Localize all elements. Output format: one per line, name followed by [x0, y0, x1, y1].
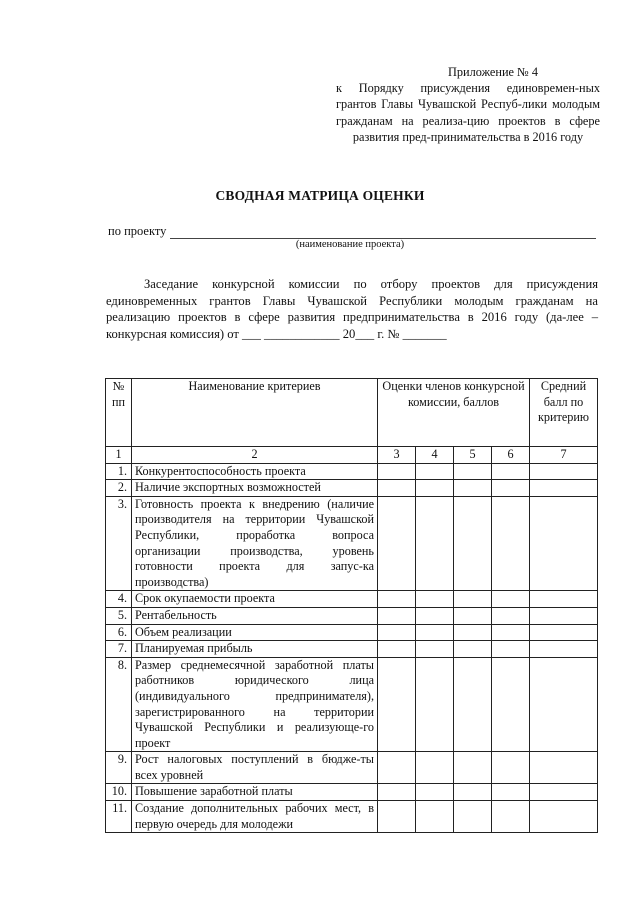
table-row: [106, 496, 598, 591]
project-field: [108, 224, 596, 239]
score-cell: [454, 607, 492, 624]
header-num: № пп: [106, 379, 132, 447]
score-cell: [416, 784, 454, 801]
appendix-number: Приложение № 4: [447, 65, 539, 79]
table-row: [106, 624, 598, 641]
appendix-block: [336, 64, 600, 145]
score-cell: [416, 801, 454, 833]
document-title: СВОДНАЯ МАТРИЦА ОЦЕНКИ: [215, 188, 425, 203]
column-number: 7: [530, 447, 598, 464]
table-row: [106, 752, 598, 784]
score-cell: [416, 480, 454, 497]
row-number: 4.: [106, 591, 132, 608]
column-number: 3: [378, 447, 416, 464]
score-cell: [416, 657, 454, 752]
score-cell: [378, 480, 416, 497]
score-cell: [454, 624, 492, 641]
score-cell: [454, 784, 492, 801]
criterion-name: Рост налоговых поступлений в бюдже-ты всех уровней: [132, 752, 378, 784]
row-number: 10.: [106, 784, 132, 801]
score-cell: [492, 591, 530, 608]
score-cell: [416, 463, 454, 480]
score-cell: [378, 801, 416, 833]
score-cell: [492, 657, 530, 752]
meeting-paragraph: Заседание конкурсной комиссии по отбору проектов для присуждения единовременных грантов Главы Чувашской Республики молодым гражданам на реализацию проектов в сфере развития предпринимательства в 2016 году (да-лее – конкурсная комиссия) от ___ ____________ 20___ г. № _______: [106, 277, 598, 341]
table-row: [106, 657, 598, 752]
table-row: [106, 480, 598, 497]
score-cell: [492, 607, 530, 624]
criterion-name: Повышение заработной платы: [132, 784, 378, 801]
score-cell: [492, 641, 530, 658]
criterion-name: Размер среднемесячной заработной платы работников юридического лица (индивидуального предпринимателя), зарегистрированного на территории Чувашской Республики и реализующе-го проект: [132, 657, 378, 752]
table-row: [106, 801, 598, 833]
table-row: [106, 463, 598, 480]
score-cell: [454, 657, 492, 752]
table-row: [106, 591, 598, 608]
project-blank-line: [170, 225, 596, 239]
average-cell: [530, 591, 598, 608]
average-cell: [530, 641, 598, 658]
row-number: 11.: [106, 801, 132, 833]
average-cell: [530, 463, 598, 480]
column-number: 2: [132, 447, 378, 464]
score-cell: [378, 607, 416, 624]
average-cell: [530, 624, 598, 641]
column-number: 5: [454, 447, 492, 464]
score-cell: [416, 607, 454, 624]
column-number-row: [106, 447, 598, 464]
row-number: 8.: [106, 657, 132, 752]
score-cell: [454, 591, 492, 608]
column-number: 4: [416, 447, 454, 464]
project-label: по проекту: [108, 224, 167, 238]
average-cell: [530, 752, 598, 784]
table-header-row: [106, 379, 598, 447]
column-number: 6: [492, 447, 530, 464]
table-row: [106, 607, 598, 624]
score-cell: [378, 641, 416, 658]
score-cell: [492, 480, 530, 497]
score-cell: [492, 624, 530, 641]
score-cell: [492, 801, 530, 833]
criterion-name: Конкурентоспособность проекта: [132, 463, 378, 480]
average-cell: [530, 496, 598, 591]
score-cell: [378, 591, 416, 608]
score-cell: [492, 752, 530, 784]
score-cell: [416, 752, 454, 784]
row-number: 7.: [106, 641, 132, 658]
score-cell: [416, 591, 454, 608]
column-number: 1: [106, 447, 132, 464]
appendix-text: к Порядку присуждения единовремен-ных грантов Главы Чувашской Респуб-лики молодым гражданам на реализа-цию проектов в сфере развития пред-принимательства в 2016 году: [336, 81, 600, 144]
score-cell: [454, 463, 492, 480]
score-cell: [454, 801, 492, 833]
project-caption: (наименование проекта): [295, 239, 405, 250]
criterion-name: Объем реализации: [132, 624, 378, 641]
row-number: 1.: [106, 463, 132, 480]
average-cell: [530, 480, 598, 497]
criterion-name: Срок окупаемости проекта: [132, 591, 378, 608]
criterion-name: Готовность проекта к внедрению (наличие производителя на территории Чувашской Республики, проработка вопроса организации производства, уровень готовности проекта для запус-ка производства): [132, 496, 378, 591]
score-cell: [454, 641, 492, 658]
score-cell: [492, 496, 530, 591]
row-number: 6.: [106, 624, 132, 641]
average-cell: [530, 784, 598, 801]
header-criteria: Наименование критериев: [132, 379, 378, 447]
average-cell: [530, 801, 598, 833]
score-cell: [416, 496, 454, 591]
score-cell: [454, 752, 492, 784]
score-cell: [492, 463, 530, 480]
score-cell: [378, 657, 416, 752]
score-cell: [378, 784, 416, 801]
score-cell: [378, 752, 416, 784]
evaluation-matrix-table: [105, 378, 598, 833]
criterion-name: Наличие экспортных возможностей: [132, 480, 378, 497]
criterion-name: Рентабельность: [132, 607, 378, 624]
row-number: 5.: [106, 607, 132, 624]
row-number: 3.: [106, 496, 132, 591]
criterion-name: Создание дополнительных рабочих мест, в первую очередь для молодежи: [132, 801, 378, 833]
score-cell: [416, 624, 454, 641]
score-cell: [454, 480, 492, 497]
average-cell: [530, 657, 598, 752]
header-average: Средний балл по критерию: [530, 379, 598, 447]
table-row: [106, 641, 598, 658]
score-cell: [378, 624, 416, 641]
score-cell: [454, 496, 492, 591]
row-number: 9.: [106, 752, 132, 784]
score-cell: [378, 496, 416, 591]
score-cell: [416, 641, 454, 658]
score-cell: [378, 463, 416, 480]
header-scores: Оценки членов конкурсной комиссии, баллов: [378, 379, 530, 447]
average-cell: [530, 607, 598, 624]
criterion-name: Планируемая прибыль: [132, 641, 378, 658]
table-row: [106, 784, 598, 801]
row-number: 2.: [106, 480, 132, 497]
score-cell: [492, 784, 530, 801]
